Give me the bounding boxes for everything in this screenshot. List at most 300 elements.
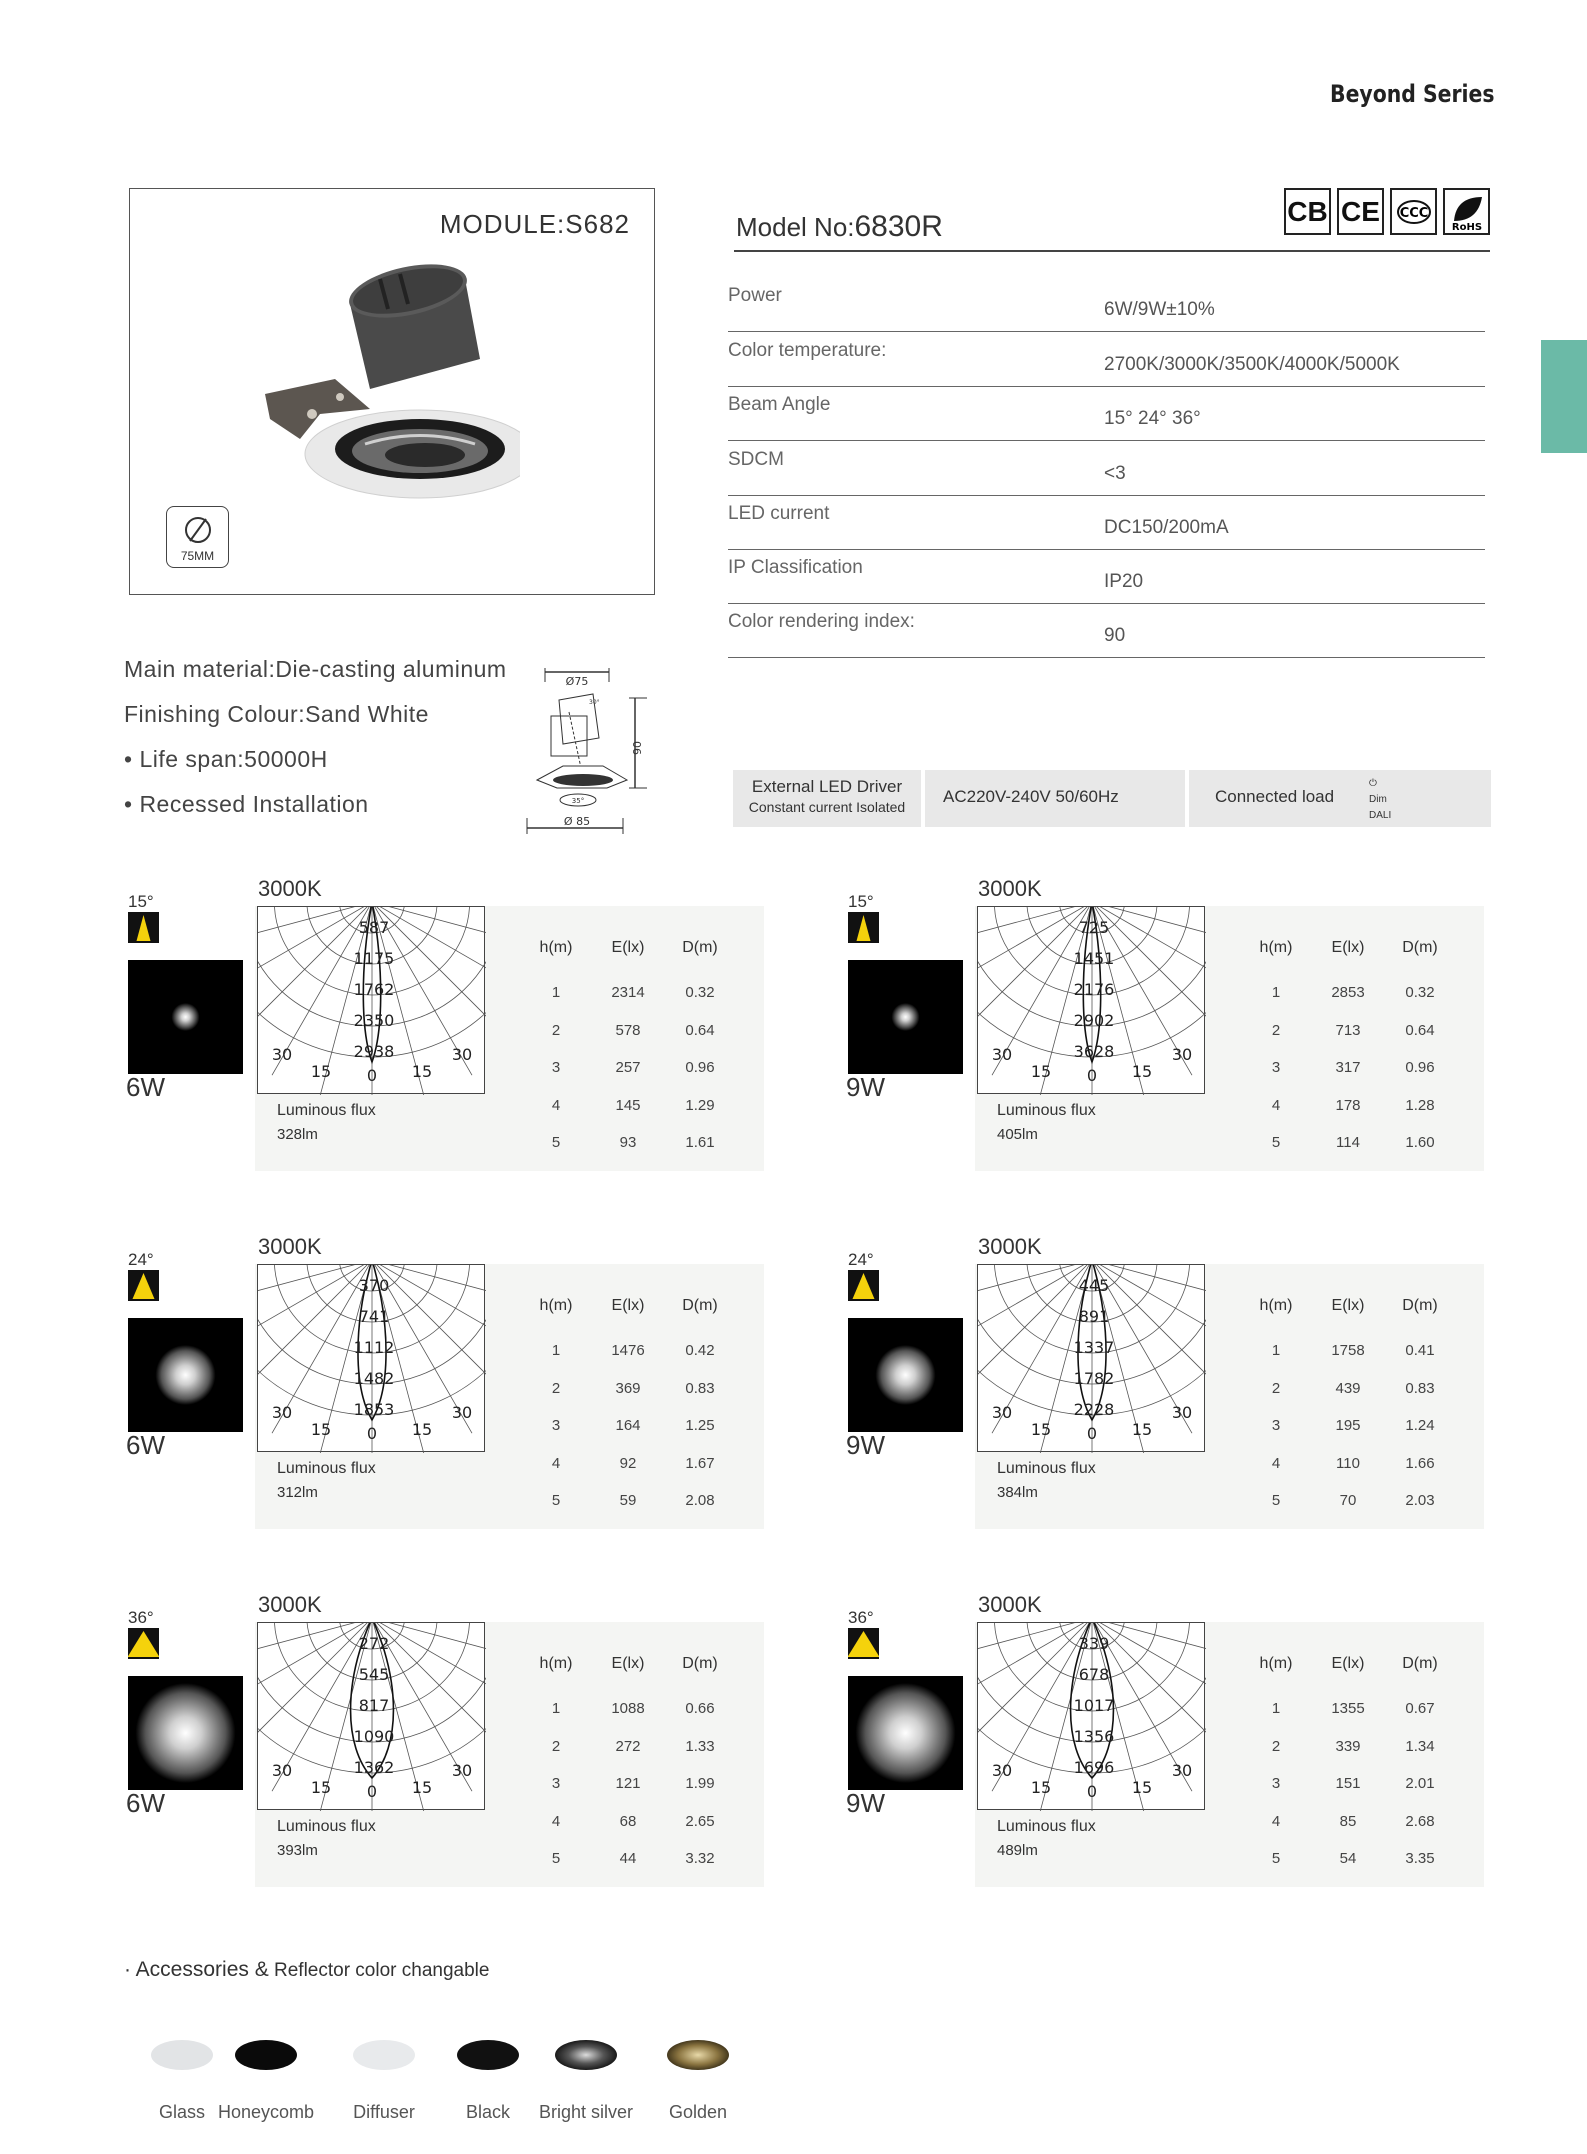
table-row [1240, 1765, 1456, 1803]
cell-diameter: 0.83 [685, 1379, 715, 1397]
connected-load-label: Connected load [1215, 787, 1335, 806]
polar-ring-label: 741 [358, 1307, 390, 1326]
polar-ring-label: 817 [358, 1696, 390, 1715]
col-diameter: D(m) [1402, 1297, 1438, 1314]
spec-key: SDCM [728, 449, 784, 470]
cell-height: 1 [1271, 1342, 1281, 1360]
cell-illuminance: 145 [615, 1096, 641, 1114]
cct-label: 3000K [978, 1234, 1042, 1259]
col-height: h(m) [1259, 939, 1293, 956]
cell-diameter: 2.08 [685, 1492, 715, 1510]
polar-ring-label: 2902 [1073, 1011, 1115, 1030]
luminous-flux-title: Luminous flux [277, 1818, 376, 1835]
polar-diagram [977, 906, 1205, 1094]
cell-illuminance: 2853 [1331, 984, 1365, 1002]
table-row [520, 1690, 736, 1728]
cell-diameter: 0.66 [685, 1700, 715, 1718]
cell-diameter: 1.61 [685, 1134, 715, 1152]
spec-key: Power [728, 285, 782, 306]
cell-illuminance: 195 [1335, 1417, 1361, 1435]
table-row [520, 1840, 736, 1878]
beam-angle-icon [128, 912, 159, 943]
model-number [736, 210, 943, 244]
light-spot-preview [848, 1676, 963, 1790]
luminous-flux-value: 405lm [997, 1126, 1038, 1143]
cell-diameter: 0.64 [685, 1021, 715, 1039]
model-number-value: 6830R [854, 210, 943, 243]
luminous-flux-value: 489lm [997, 1842, 1038, 1859]
driver-voltage: AC220V-240V 50/60Hz [943, 787, 1119, 806]
cell-illuminance: 164 [615, 1417, 641, 1435]
driver-info-bar [733, 770, 1491, 827]
table-row [520, 1370, 736, 1408]
spec-value: 6W/9W±10% [1104, 299, 1215, 320]
col-height: h(m) [539, 939, 573, 956]
cell-diameter: 1.60 [1405, 1134, 1435, 1152]
dim-top: Ø75 [565, 675, 589, 688]
cct-label: 3000K [258, 1234, 322, 1259]
polar-ring-label: 1337 [1073, 1338, 1115, 1357]
polar-ring-label: 1696 [1073, 1758, 1115, 1777]
beam-angle-icon [848, 1270, 879, 1301]
cell-diameter: 0.41 [1405, 1342, 1435, 1360]
spec-row-sdcm [728, 441, 1485, 496]
voltage-cell [925, 770, 1185, 827]
photometric-panel [126, 876, 868, 1232]
spec-key: IP Classification [728, 557, 863, 578]
polar-curve-svg [258, 1623, 486, 1811]
spec-value: 2700K/3000K/3500K/4000K/5000K [1104, 354, 1400, 375]
polar-diagram [977, 1622, 1205, 1810]
cell-height: 1 [551, 1342, 561, 1360]
cell-diameter: 0.67 [1405, 1700, 1435, 1718]
polar-ring-label: 891 [1078, 1307, 1110, 1326]
cell-height: 4 [551, 1812, 561, 1830]
beam-angle-icon [848, 912, 879, 943]
cct-label: 3000K [258, 876, 322, 901]
accessory-item [650, 2040, 746, 2123]
beam-angle-icon [128, 1270, 159, 1301]
cell-diameter: 1.67 [685, 1454, 715, 1472]
cell-illuminance: 578 [615, 1021, 641, 1039]
cell-diameter: 2.68 [1405, 1812, 1435, 1830]
polar-axis-label: 15 [411, 1420, 433, 1439]
polar-ring-label: 1112 [353, 1338, 395, 1357]
cell-illuminance: 44 [619, 1850, 637, 1868]
polar-ring-label: 1482 [353, 1369, 395, 1388]
polar-axis-label: 30 [451, 1761, 473, 1780]
polar-axis-label: 0 [1086, 1424, 1098, 1443]
col-illuminance: E(lx) [1331, 939, 1365, 956]
rohs-cert-text: RoHS [1451, 221, 1482, 233]
accessory-label: Diffuser [353, 2102, 415, 2122]
polar-ring-label: 545 [358, 1665, 390, 1684]
spec-row-color-rendering-index [728, 603, 1485, 658]
col-diameter: D(m) [682, 1655, 718, 1672]
spec-value: <3 [1104, 463, 1126, 484]
col-illuminance: E(lx) [611, 939, 645, 956]
model-row [734, 195, 1490, 252]
accessory-label: Golden [668, 2102, 728, 2122]
light-spot-preview [848, 960, 963, 1074]
polar-ring-label: 2350 [353, 1011, 395, 1030]
cell-illuminance: 93 [619, 1134, 637, 1152]
polar-axis-label: 0 [1086, 1782, 1098, 1801]
cell-illuminance: 151 [1335, 1775, 1361, 1793]
bullet: · [124, 1958, 136, 1981]
lifespan-line: • Life span:50000H [124, 746, 328, 772]
cell-illuminance: 110 [1336, 1454, 1360, 1472]
polar-axis-label: 15 [1030, 1062, 1052, 1081]
table-row [1240, 1482, 1456, 1520]
col-diameter: D(m) [1402, 939, 1438, 956]
cell-illuminance: 257 [615, 1059, 641, 1077]
photometric-panel [846, 1234, 1587, 1590]
wattage-label: 6W [126, 1430, 165, 1460]
accessory-swatch [151, 2040, 213, 2070]
table-row [1240, 1087, 1456, 1125]
cell-height: 1 [551, 1700, 561, 1718]
cell-illuminance: 439 [1335, 1379, 1361, 1397]
table-row [520, 1803, 736, 1841]
luminous-flux-title: Luminous flux [997, 1102, 1096, 1119]
polar-axis-label: 30 [991, 1045, 1013, 1064]
cell-illuminance: 1758 [1331, 1342, 1365, 1360]
beam-angle-icon [848, 1628, 879, 1659]
table-row [520, 1124, 736, 1162]
accessory-swatch [353, 2040, 415, 2070]
light-spot-preview [848, 1318, 963, 1432]
cell-illuminance: 54 [1339, 1850, 1357, 1868]
cell-height: 5 [1271, 1134, 1281, 1152]
accessory-label: Glass [158, 2102, 205, 2122]
polar-axis-label: 15 [310, 1420, 332, 1439]
product-photo [260, 249, 520, 499]
spec-value: 15° 24° 36° [1104, 408, 1201, 429]
cell-illuminance: 339 [1335, 1737, 1361, 1755]
spec-row-color-temperature [728, 332, 1485, 387]
cell-diameter: 1.24 [1405, 1417, 1435, 1435]
col-height: h(m) [1259, 1655, 1293, 1672]
col-diameter: D(m) [682, 1297, 718, 1314]
cell-height: 5 [551, 1850, 561, 1868]
polar-ring-label: 3628 [1073, 1042, 1115, 1061]
ccc-cert-icon [1390, 188, 1437, 235]
photometric-panel [126, 1592, 868, 1948]
spec-row-power [728, 277, 1485, 332]
cell-height: 3 [551, 1059, 561, 1077]
beam-angle-label: 36° [848, 1608, 874, 1627]
beam-angle-label: 15° [128, 892, 154, 911]
table-row [520, 1049, 736, 1087]
polar-ring-label: 1362 [353, 1758, 395, 1777]
installation-line: • Recessed Installation [124, 791, 369, 817]
illuminance-table [520, 922, 736, 1162]
accessory-item [440, 2040, 536, 2123]
table-row [520, 1765, 736, 1803]
cell-height: 3 [1271, 1417, 1281, 1435]
cell-illuminance: 272 [615, 1737, 641, 1755]
cell-illuminance: 713 [1335, 1021, 1361, 1039]
beam-angle-label: 15° [848, 892, 874, 911]
polar-ring-label: 1175 [353, 949, 395, 968]
beam-angle-label: 36° [128, 1608, 154, 1627]
polar-ring-label: 2938 [353, 1042, 395, 1061]
polar-ring-label: 339 [1078, 1634, 1110, 1653]
side-color-tab [1541, 340, 1587, 453]
polar-axis-label: 15 [310, 1062, 332, 1081]
photometric-panel [846, 1592, 1587, 1948]
cell-height: 1 [551, 984, 561, 1002]
col-height: h(m) [1259, 1297, 1293, 1314]
polar-curve-svg [258, 1265, 486, 1453]
polar-ring-label: 1017 [1073, 1696, 1115, 1715]
polar-ring-label: 725 [1078, 918, 1110, 937]
polar-axis-label: 0 [366, 1066, 378, 1085]
driver-cell [733, 770, 921, 827]
cell-diameter: 0.32 [685, 984, 715, 1002]
material-line: Main material:Die-casting aluminum [124, 656, 507, 682]
spec-value: DC150/200mA [1104, 517, 1229, 538]
cut-out-badge [166, 506, 229, 568]
polar-axis-label: 30 [451, 1045, 473, 1064]
cell-diameter: 2.01 [1405, 1775, 1435, 1793]
polar-axis-label: 30 [451, 1403, 473, 1422]
cell-height: 5 [551, 1492, 561, 1510]
table-row [520, 1728, 736, 1766]
polar-ring-label: 1090 [353, 1727, 395, 1746]
rohs-cert-icon [1443, 188, 1490, 235]
accessories-title-sub: Reflector color changable [268, 1960, 490, 1981]
polar-ring-label: 1762 [353, 980, 395, 999]
polar-axis-label: 15 [1030, 1420, 1052, 1439]
cell-height: 5 [1271, 1492, 1281, 1510]
polar-axis-label: 15 [1131, 1420, 1153, 1439]
ce-cert-icon: CE [1337, 188, 1384, 235]
cell-illuminance: 59 [619, 1492, 637, 1510]
table-row [1240, 1124, 1456, 1162]
cell-diameter: 1.29 [685, 1096, 715, 1114]
polar-ring-label: 587 [358, 918, 390, 937]
cell-height: 5 [1271, 1850, 1281, 1868]
luminous-flux-title: Luminous flux [277, 1460, 376, 1477]
cell-illuminance: 114 [1336, 1134, 1360, 1152]
cell-height: 4 [551, 1454, 561, 1472]
beam-angle-icon [128, 1628, 159, 1659]
spec-value: IP20 [1104, 571, 1144, 592]
luminous-flux-title: Luminous flux [277, 1102, 376, 1119]
polar-axis-label: 15 [1131, 1778, 1153, 1797]
table-row [1240, 1728, 1456, 1766]
light-spot-preview [128, 960, 243, 1074]
polar-ring-label: 370 [358, 1276, 390, 1295]
polar-axis-label: 30 [1171, 1761, 1193, 1780]
polar-axis-label: 15 [411, 1062, 433, 1081]
cell-height: 3 [551, 1417, 561, 1435]
cell-illuminance: 1088 [611, 1700, 645, 1718]
polar-ring-label: 1356 [1073, 1727, 1115, 1746]
polar-axis-label: 0 [366, 1782, 378, 1801]
cell-illuminance: 369 [615, 1379, 641, 1397]
polar-axis-label: 30 [271, 1403, 293, 1422]
polar-ring-label: 272 [358, 1634, 390, 1653]
light-spot-preview [128, 1318, 243, 1432]
polar-axis-label: 0 [1086, 1066, 1098, 1085]
dim-tilt: 35° [571, 797, 585, 805]
accessory-item [218, 2040, 314, 2123]
illuminance-table [1240, 922, 1456, 1162]
light-spot-preview [128, 1676, 243, 1790]
col-illuminance: E(lx) [611, 1655, 645, 1672]
cell-illuminance: 68 [619, 1812, 637, 1830]
illuminance-table [520, 1638, 736, 1878]
polar-ring-label: 2176 [1073, 980, 1115, 999]
cell-height: 3 [551, 1775, 561, 1793]
cell-illuminance: 92 [619, 1454, 637, 1472]
cell-height: 4 [551, 1096, 561, 1114]
polar-axis-label: 15 [1030, 1778, 1052, 1797]
table-row [520, 1482, 736, 1520]
polar-axis-label: 30 [271, 1761, 293, 1780]
cell-diameter: 0.64 [1405, 1021, 1435, 1039]
cell-diameter: 1.34 [1405, 1737, 1435, 1755]
table-row [1240, 1690, 1456, 1728]
ccc-cert-text: CCC [1399, 205, 1428, 221]
cell-illuminance: 85 [1339, 1812, 1357, 1830]
beam-angle-label: 24° [848, 1250, 874, 1269]
cell-height: 2 [1271, 1737, 1281, 1755]
accessory-label: Black [465, 2102, 510, 2122]
accessory-swatch [667, 2040, 729, 2070]
wattage-label: 9W [846, 1788, 885, 1818]
dim-height: 90 [631, 741, 644, 755]
cell-diameter: 1.66 [1405, 1454, 1435, 1472]
spec-row-led-current [728, 495, 1485, 550]
cell-diameter: 3.35 [1405, 1850, 1435, 1868]
cell-height: 2 [551, 1021, 561, 1039]
polar-axis-label: 30 [991, 1403, 1013, 1422]
table-row [1240, 1803, 1456, 1841]
cell-height: 2 [1271, 1021, 1281, 1039]
col-height: h(m) [539, 1655, 573, 1672]
cell-diameter: 0.83 [1405, 1379, 1435, 1397]
cut-out-label: 75MM [180, 549, 215, 563]
table-row [520, 1407, 736, 1445]
polar-ring-label: 1853 [353, 1400, 395, 1419]
cell-diameter: 0.42 [685, 1342, 715, 1360]
cb-cert-icon: CB [1284, 188, 1331, 235]
cell-diameter: 3.32 [685, 1850, 715, 1868]
accessory-swatch [235, 2040, 297, 2070]
polar-axis-label: 30 [991, 1761, 1013, 1780]
cell-illuminance: 2314 [611, 984, 645, 1002]
driver-subtitle: Constant current Isolated [748, 799, 906, 815]
table-row [520, 1332, 736, 1370]
luminous-flux-value: 384lm [997, 1484, 1038, 1501]
spec-value: 90 [1104, 625, 1126, 646]
table-row [520, 1012, 736, 1050]
col-illuminance: E(lx) [1331, 1297, 1365, 1314]
power-icon: ⏻ [1369, 778, 1377, 789]
table-row [1240, 1840, 1456, 1878]
polar-diagram [257, 1622, 485, 1810]
table-row [1240, 1407, 1456, 1445]
cell-diameter: 0.96 [1405, 1059, 1435, 1077]
accessory-swatch [457, 2040, 519, 2070]
cell-height: 2 [551, 1379, 561, 1397]
accessories-title-main: Accessories & [135, 1958, 269, 1981]
finish-line: Finishing Colour:Sand White [124, 701, 429, 727]
cell-height: 4 [1271, 1096, 1281, 1114]
cct-label: 3000K [978, 1592, 1042, 1617]
col-illuminance: E(lx) [611, 1297, 645, 1314]
polar-axis-label: 0 [366, 1424, 378, 1443]
polar-diagram [257, 906, 485, 1094]
col-height: h(m) [539, 1297, 573, 1314]
luminous-flux-value: 393lm [277, 1842, 318, 1859]
table-row [520, 974, 736, 1012]
accessory-label: Bright silver [538, 2102, 634, 2122]
spec-row-ip-classification [728, 549, 1485, 604]
illuminance-table [1240, 1638, 1456, 1878]
dali-label: DALI [1369, 810, 1392, 821]
table-row [1240, 1049, 1456, 1087]
polar-diagram [977, 1264, 1205, 1452]
beam-angle-label: 24° [128, 1250, 154, 1269]
accessories-title [124, 1958, 489, 1982]
cell-height: 2 [551, 1737, 561, 1755]
wattage-label: 9W [846, 1430, 885, 1460]
polar-ring-label: 2228 [1073, 1400, 1115, 1419]
cell-diameter: 1.33 [685, 1737, 715, 1755]
illuminance-table [520, 1280, 736, 1520]
model-label-text: Model No: [736, 212, 855, 242]
accessory-swatch [555, 2040, 617, 2070]
accessory-item [336, 2040, 432, 2123]
polar-ring-label: 1451 [1073, 949, 1115, 968]
luminous-flux-value: 312lm [277, 1484, 318, 1501]
cell-illuminance: 1476 [611, 1342, 645, 1360]
photometric-panel [846, 876, 1587, 1232]
spec-key: Color temperature: [728, 340, 887, 361]
polar-ring-label: 678 [1078, 1665, 1110, 1684]
table-row [1240, 1370, 1456, 1408]
col-illuminance: E(lx) [1331, 1655, 1365, 1672]
cell-diameter: 2.65 [685, 1812, 715, 1830]
cell-diameter: 2.03 [1405, 1492, 1435, 1510]
cell-illuminance: 70 [1339, 1492, 1357, 1510]
cell-height: 5 [551, 1134, 561, 1152]
polar-curve-svg [978, 907, 1206, 1095]
cell-diameter: 1.28 [1405, 1096, 1435, 1114]
dim-info [1369, 776, 1391, 824]
cell-illuminance: 1355 [1331, 1700, 1365, 1718]
polar-curve-svg [978, 1265, 1206, 1453]
polar-curve-svg [258, 907, 486, 1095]
table-row [1240, 1012, 1456, 1050]
table-row [520, 1445, 736, 1483]
table-row [1240, 1445, 1456, 1483]
certification-icons [1284, 188, 1490, 235]
cell-diameter: 1.25 [685, 1417, 715, 1435]
illuminance-table [1240, 1280, 1456, 1520]
cell-height: 1 [1271, 1700, 1281, 1718]
driver-title: External LED Driver [751, 777, 903, 796]
accessory-item [531, 2040, 641, 2123]
luminous-flux-value: 328lm [277, 1126, 318, 1143]
cell-height: 4 [1271, 1812, 1281, 1830]
accessory-item [134, 2040, 230, 2123]
